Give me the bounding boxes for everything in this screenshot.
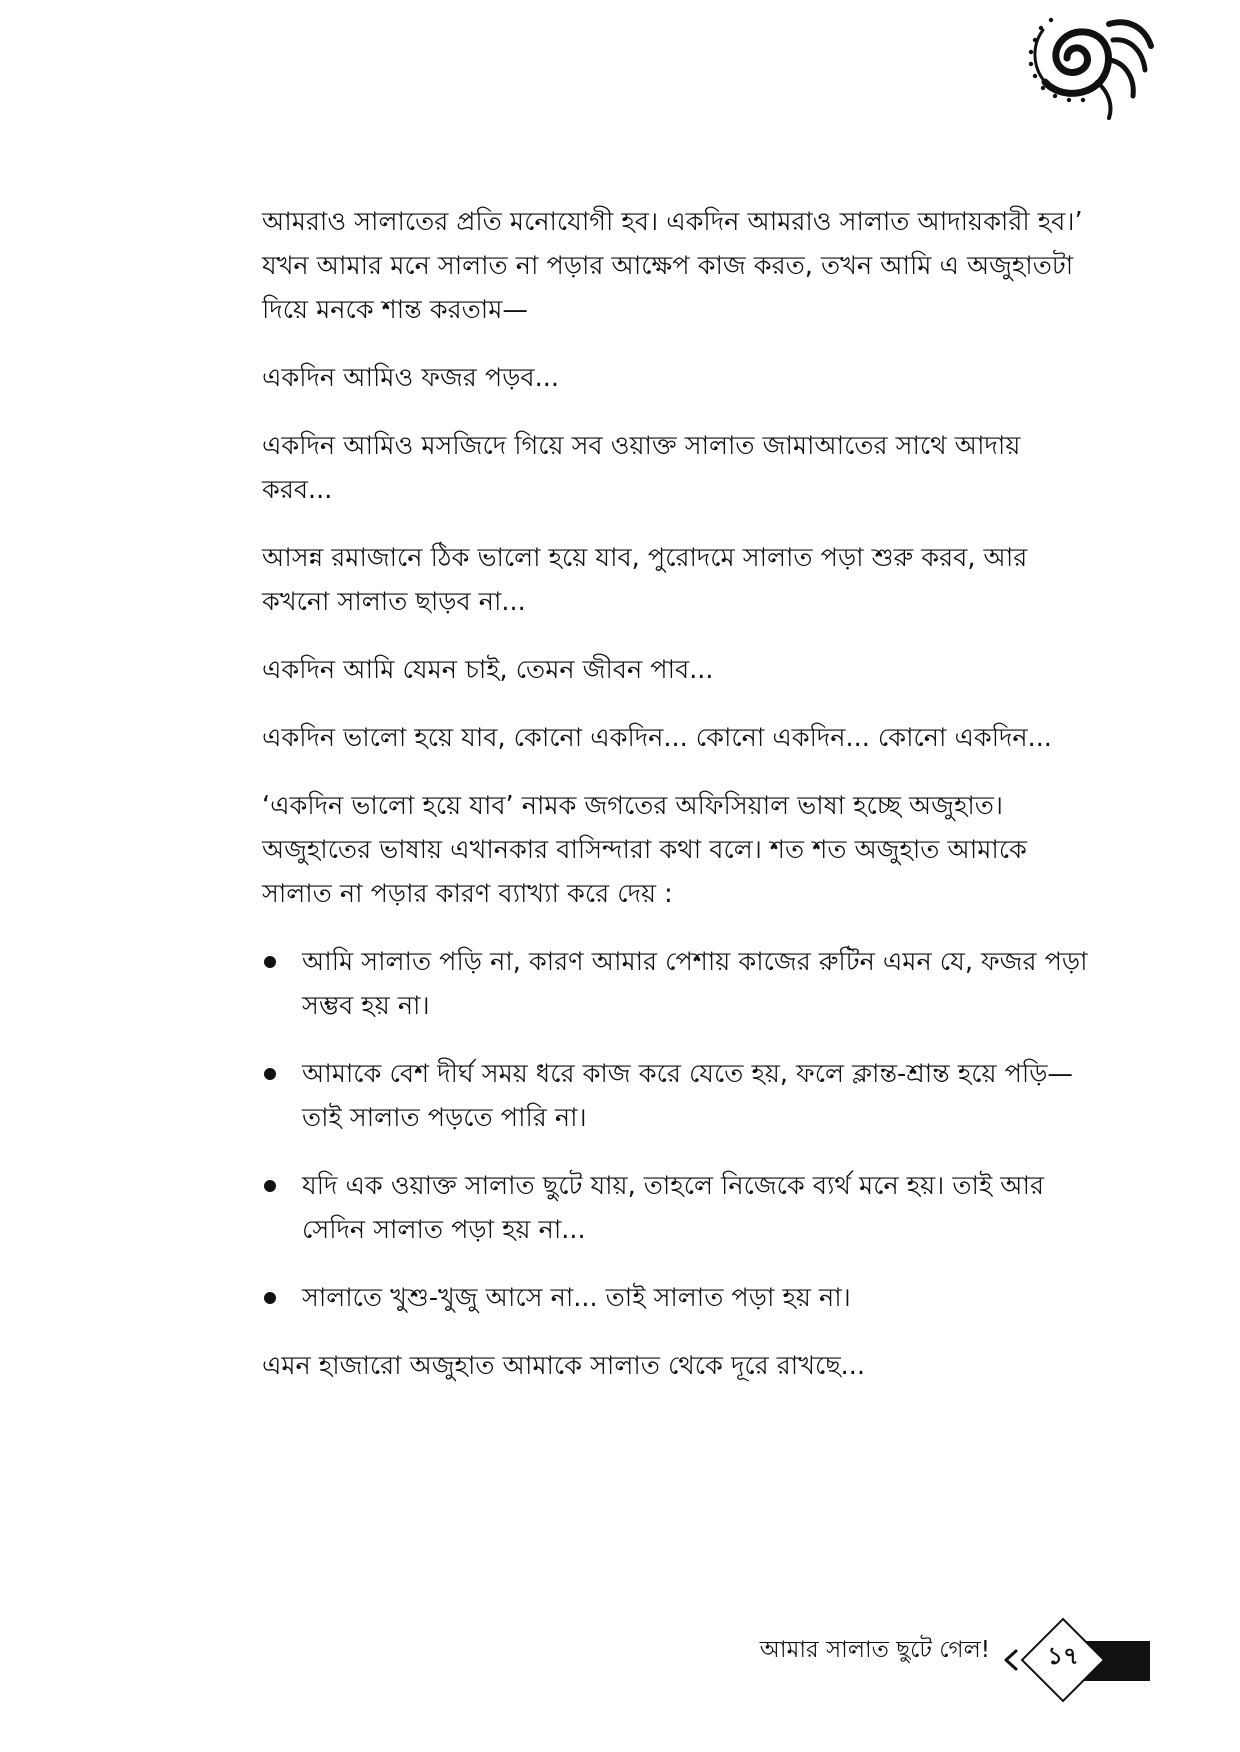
page-number: ১৭: [1047, 1642, 1079, 1670]
page-body: [262, 200, 1092, 1412]
paragraph: একদিন আমি যেমন চাই, তেমন জীবন পাব...: [262, 655, 714, 685]
bullet-icon: [264, 956, 276, 968]
paragraph: আমরাও সালাতের প্রতি মনোযোগী হব। একদিন আমরাও সালাত আদায়কারী হব।’ যখন আমার মনে সালাত না পড়ার আক্ষেপ কাজ করত, তখন আমি এ অজুহাতটা দিয়ে মনকে শান্ত করতাম—: [262, 207, 1083, 325]
bullet-icon: [264, 1292, 276, 1304]
swirl-ornament-icon: [1005, 0, 1155, 120]
bullet-icon: [264, 1180, 276, 1192]
excuse-list: [262, 940, 1092, 1320]
list-item: [262, 1164, 1092, 1252]
list-item-text: আমাকে বেশ দীর্ঘ সময় ধরে কাজ করে যেতে হয়, ফলে ক্লান্ত-শ্রান্ত হয়ে পড়ি—তাই সালাত পড়তে পারি না।: [302, 1059, 1073, 1133]
paragraph: একদিন ভালো হয়ে যাব, কোনো একদিন... কোনো একদিন... কোনো একদিন...: [262, 723, 1052, 753]
list-item: [262, 1276, 1092, 1320]
running-footer-title: আমার সালাত ছুটে গেল!: [759, 1637, 990, 1663]
bullet-icon: [264, 1068, 276, 1080]
closing-paragraph: এমন হাজারো অজুহাত আমাকে সালাত থেকে দূরে রাখছে...: [262, 1351, 865, 1381]
paragraph: একদিন আমিও ফজর পড়ব...: [262, 363, 559, 393]
list-item-text: সালাতে খুশু-খুজু আসে না... তাই সালাত পড়া হয় না।: [302, 1283, 851, 1313]
list-item: [262, 940, 1092, 1028]
paragraph: ‘একদিন ভালো হয়ে যাব’ নামক জগতের অফিসিয়াল ভাষা হচ্ছে অজুহাত। অজুহাতের ভাষায় এখানকার বাসিন্দারা কথা বলে। শত শত অজুহাত আমাকে সালাত না পড়ার কারণ ব্যাখ্যা করে দেয় :: [262, 791, 1027, 909]
list-item: [262, 1052, 1092, 1140]
paragraph: আসন্ন রমাজানে ঠিক ভালো হয়ে যাব, পুরোদমে সালাত পড়া শুরু করব, আর কখনো সালাত ছাড়ব না...: [262, 543, 1028, 617]
list-item-text: আমি সালাত পড়ি না, কারণ আমার পেশায় কাজের রুটিন এমন যে, ফজর পড়া সম্ভব হয় না।: [302, 947, 1088, 1021]
paragraph: একদিন আমিও মসজিদে গিয়ে সব ওয়াক্ত সালাত জামাআতের সাথে আদায় করব...: [262, 431, 1021, 505]
list-item-text: যদি এক ওয়াক্ত সালাত ছুটে যায়, তাহলে নিজেকে ব্যর্থ মনে হয়। তাই আর সেদিন সালাত পড়া হয় না...: [302, 1171, 1045, 1245]
